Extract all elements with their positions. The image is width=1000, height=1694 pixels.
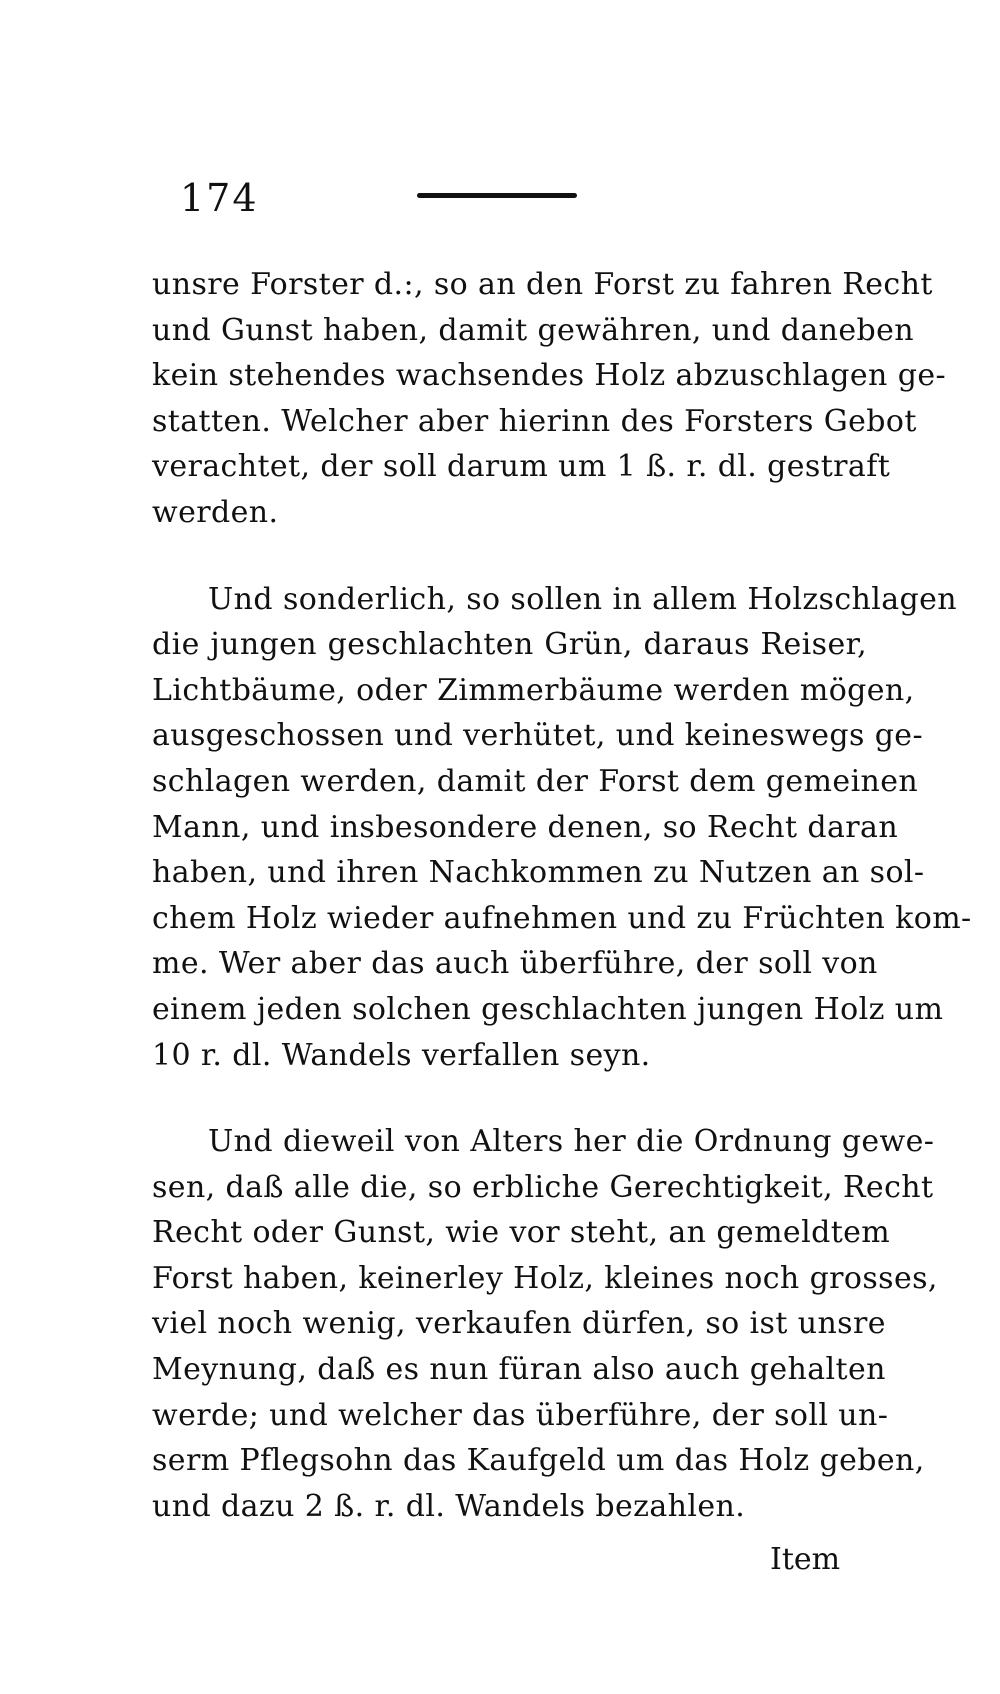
text-line: die jungen geschlachten Grün, daraus Reiser, xyxy=(152,627,867,663)
text-line: viel noch wenig, verkaufen dürfen, so ist unsre xyxy=(152,1306,886,1342)
text-line: verachtet, der soll darum um 1 ß. r. dl. gestraft xyxy=(152,449,891,485)
paragraph-1 xyxy=(152,262,947,536)
text-line: ausgeschossen und verhütet, und keineswegs ge- xyxy=(152,718,923,754)
paragraph-3 xyxy=(152,1119,938,1529)
paragraph-2 xyxy=(152,577,972,1079)
body-text xyxy=(152,262,972,1529)
text-line: statten. Welcher aber hierinn des Forsters Gebot xyxy=(152,403,917,439)
text-line: werde; und welcher das überführe, der soll un- xyxy=(152,1397,889,1433)
paragraph-gap xyxy=(152,536,867,577)
text-line: Forst haben, keinerley Holz, kleines noch grosses, xyxy=(152,1260,938,1296)
text-line: einem jeden solchen geschlachten jungen Holz um xyxy=(152,991,944,1027)
text-line: kein stehendes wachsendes Holz abzuschlagen ge- xyxy=(152,358,947,394)
text-line: Mann, und insbesondere denen, so Recht daran xyxy=(152,809,899,845)
text-line: Meynung, daß es nun füran also auch gehalten xyxy=(152,1352,886,1388)
text-line: unsre Forster d.:, so an den Forst zu fahren Recht xyxy=(152,267,933,302)
page-number: 174 xyxy=(180,176,259,220)
text-line: chem Holz wieder aufnehmen und zu Früchten kom- xyxy=(152,900,972,936)
text-line: und Gunst haben, damit gewähren, und daneben xyxy=(152,312,915,348)
text-line: Lichtbäume, oder Zimmerbäume werden mögen, xyxy=(152,672,915,708)
text-line: 10 r. dl. Wandels verfallen seyn. xyxy=(152,1037,651,1073)
text-line: haben, und ihren Nachkommen zu Nutzen an sol- xyxy=(152,855,925,891)
catchword: Item xyxy=(770,1542,841,1577)
text-line: Und sonderlich, so sollen in allem Holzschlagen xyxy=(208,581,958,617)
text-line: Und dieweil von Alters her die Ordnung gewe- xyxy=(208,1124,935,1160)
paragraph-gap xyxy=(152,1078,867,1119)
text-line: sen, daß alle die, so erbliche Gerechtigkeit, Recht xyxy=(152,1169,934,1205)
text-line: und dazu 2 ß. r. dl. Wandels bezahlen. xyxy=(152,1488,746,1524)
text-line: Recht oder Gunst, wie vor steht, an gemeldtem xyxy=(152,1215,891,1251)
text-line: werden. xyxy=(152,494,279,530)
text-line: me. Wer aber das auch überführe, der soll von xyxy=(152,946,878,982)
header-rule xyxy=(417,193,577,198)
text-line: schlagen werden, damit der Forst dem gemeinen xyxy=(152,763,919,799)
text-line: serm Pflegsohn das Kaufgeld um das Holz geben, xyxy=(152,1443,925,1479)
